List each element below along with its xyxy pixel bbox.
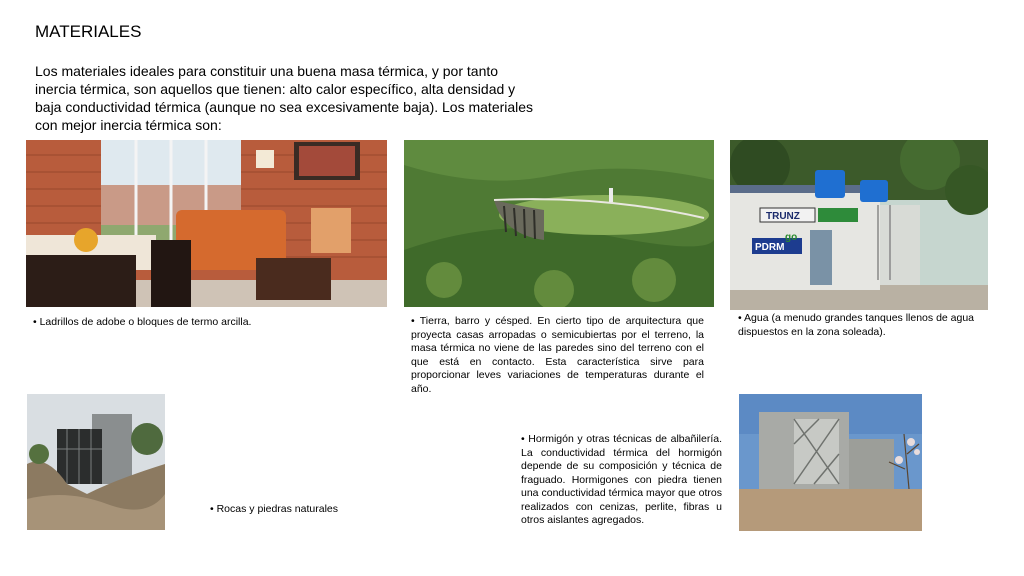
water-tanks-photo [730, 140, 988, 310]
caption-tierra: • Tierra, barro y césped. En cierto tipo de arquitectura que proyecta casas arropadas o semicubiertas por el terreno, la masa térmica no viene de las paredes sino del terreno con el que está en contacto. Esta característica sirve para proporcionar leves variaciones de temperaturas durante el año. [411, 315, 704, 395]
rock-house-photo [27, 394, 165, 530]
intro-paragraph: Los materiales ideales para constituir una buena masa térmica, y por tanto inercia térmica, son aquellos que tienen: alto calor específico, alta densidad y baja conductividad térmica (aunque no sea excesivamente baja). Los materiales con mejor inercia térmica son: [35, 63, 534, 133]
slide-title: MATERIALES [35, 22, 142, 41]
sign-pdrm: PDRM [755, 242, 785, 253]
caption-agua: • Agua (a menudo grandes tanques llenos de agua dispuestos en la zona soleada). [738, 312, 975, 338]
sign-trunz: TRUNZ [766, 211, 800, 222]
caption-rocas: • Rocas y piedras naturales [210, 503, 338, 515]
caption-ladrillos: • Ladrillos de adobe o bloques de termo arcilla. [33, 316, 252, 328]
brick-living-room-photo [26, 140, 387, 307]
earth-sheltered-house-photo [404, 140, 714, 307]
caption-hormigon: • Hormigón y otras técnicas de albañilería. La conductividad térmica del hormigón depende de su composición y técnica de fraguado. Hormigones con piedra tienen una conductividad térmica mayor que otros realizados con cenizas, perlite, fibras u otros aislantes agregados. [521, 433, 722, 526]
concrete-building-photo [739, 394, 922, 531]
sign-go: go [785, 232, 798, 243]
